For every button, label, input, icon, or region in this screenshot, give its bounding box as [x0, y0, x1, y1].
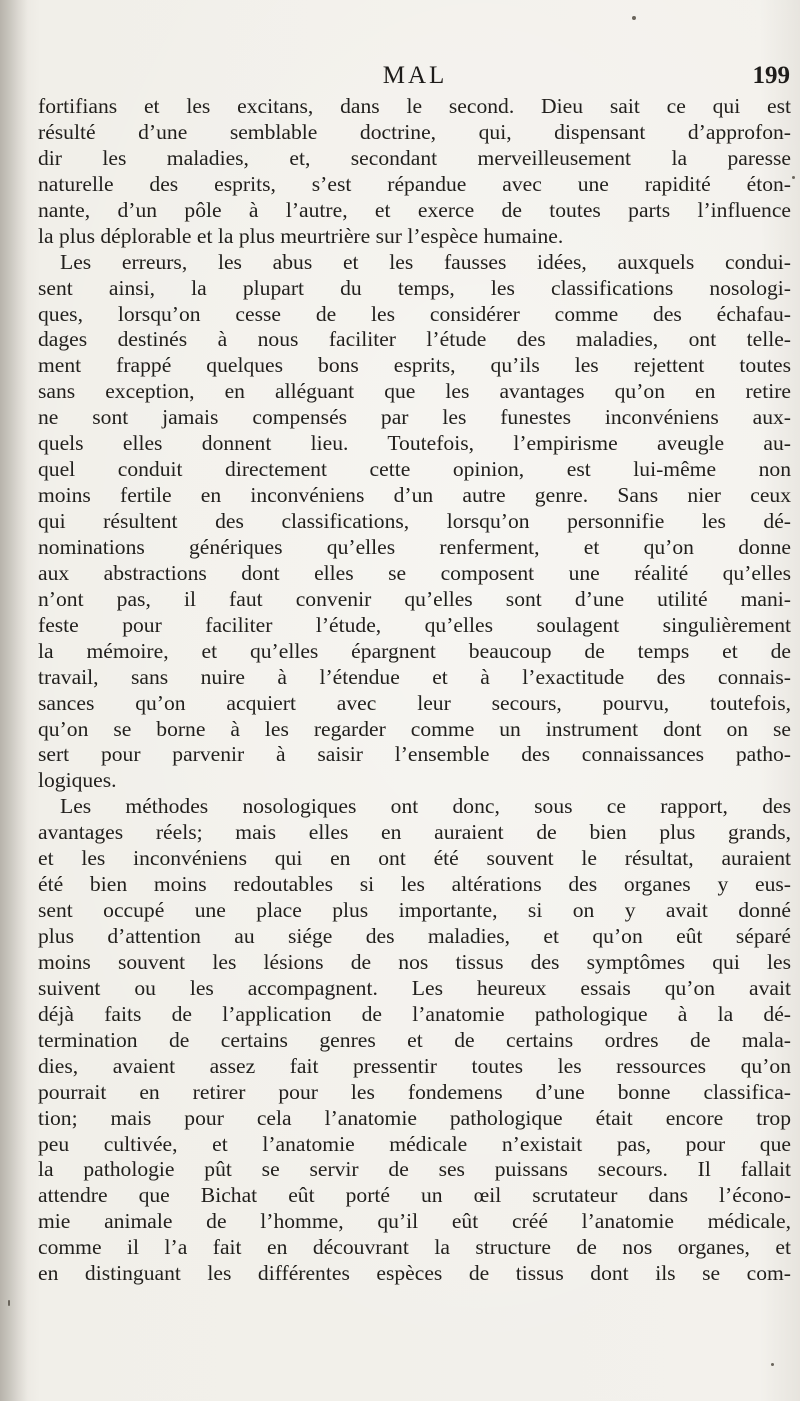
text-line: moins fertile en inconvéniens d’un autre genre. Sans nier ceux: [38, 483, 791, 508]
text-line: sent ainsi, la plupart du temps, les classifications nosologi-: [38, 275, 791, 300]
text-line: feste pour faciliter l’étude, qu’elles soulagent singulièrement: [38, 612, 791, 637]
ink-speck: [792, 176, 795, 179]
ink-speck: [771, 1363, 774, 1366]
text-line: logiques.: [38, 768, 117, 793]
paragraph: [38, 94, 791, 250]
text-line: attendre que Bichat eût porté un œil scrutateur dans l’écono-: [38, 1183, 791, 1208]
text-line: ment frappé quelques bons esprits, qu’ils les rejettent toutes: [38, 353, 791, 378]
text-line: termination de certains genres et de certains ordres de mala-: [38, 1027, 791, 1052]
text-line: la pathologie pût se servir de ses puissans secours. Il fallait: [38, 1157, 791, 1182]
text-line: aux abstractions dont elles se composent une réalité qu’elles: [38, 560, 791, 585]
text-line: quels elles donnent lieu. Toutefois, l’empirisme aveugle au-: [38, 431, 791, 456]
text-line: sances qu’on acquiert avec leur secours, pourvu, toutefois,: [38, 690, 791, 715]
text-line: dages destinés à nous faciliter l’étude des maladies, ont telle-: [38, 327, 791, 352]
text-line: sert pour parvenir à saisir l’ensemble des connaissances patho-: [38, 742, 791, 767]
page-gutter-shadow: [0, 0, 28, 1401]
text-line: mie animale de l’homme, qu’il eût créé l’anatomie médicale,: [38, 1209, 791, 1234]
text-line: suivent ou les accompagnent. Les heureux essais qu’on avait: [38, 975, 791, 1000]
text-line: été bien moins redoutables si les altérations des organes y eus-: [38, 872, 791, 897]
text-line: ne sont jamais compensés par les funestes inconvéniens aux-: [38, 405, 791, 430]
text-line: ques, lorsqu’on cesse de les considérer comme des échafau-: [38, 301, 791, 326]
text-line: quel conduit directement cette opinion, est lui-même non: [38, 457, 791, 482]
text-line: dir les maladies, et, secondant merveilleusement la paresse: [38, 145, 791, 170]
text-line: la mémoire, et qu’elles épargnent beaucoup de temps et de: [38, 638, 791, 663]
text-line: en distinguant les différentes espèces de tissus dont ils se com-: [38, 1261, 791, 1286]
text-line: moins souvent les lésions de nos tissus des symptômes qui les: [38, 949, 791, 974]
text-line: qu’on se borne à les regarder comme un instrument dont on se: [38, 716, 791, 741]
page-number: 199: [752, 62, 790, 89]
text-line: la plus déplorable et la plus meurtrière sur l’espèce humaine.: [38, 223, 564, 248]
text-line: Les erreurs, les abus et les fausses idées, auxquels condui-: [60, 249, 791, 274]
text-line: résulté d’une semblable doctrine, qui, dispensant d’approfon-: [38, 119, 791, 144]
text-line: sent occupé une place plus importante, si on y avait donné: [38, 898, 791, 923]
text-line: fortifians et les excitans, dans le second. Dieu sait ce qui est: [38, 94, 791, 118]
text-line: et les inconvéniens qui en ont été souvent le résultat, auraient: [38, 846, 791, 871]
text-line: avantages réels; mais elles en auraient de bien plus grands,: [38, 820, 791, 845]
text-line: pourrait en retirer pour les fondemens d’une bonne classifica-: [38, 1079, 791, 1104]
text-line: tion; mais pour cela l’anatomie pathologique était encore trop: [38, 1105, 791, 1130]
text-line: travail, sans nuire à l’étendue et à l’exactitude des connais-: [38, 664, 791, 689]
text-line: dies, avaient assez fait pressentir toutes les ressources qu’on: [38, 1053, 791, 1078]
text-line: n’ont pas, il faut convenir qu’elles sont d’une utilité mani-: [38, 586, 791, 611]
paragraph: [38, 794, 791, 1287]
page-header: [40, 62, 790, 96]
page-body-text: [38, 94, 791, 1287]
text-line: nante, d’un pôle à l’autre, et exerce de toutes parts l’influence: [38, 197, 791, 222]
ink-speck: [632, 16, 636, 20]
text-line: nominations génériques qu’elles renferment, et qu’on donne: [38, 534, 791, 559]
text-line: Les méthodes nosologiques ont donc, sous ce rapport, des: [60, 794, 791, 819]
text-line: déjà faits de l’application de l’anatomie pathologique à la dé-: [38, 1001, 791, 1026]
text-line: naturelle des esprits, s’est répandue avec une rapidité éton-: [38, 171, 791, 196]
paragraph: [38, 250, 791, 795]
ink-speck: [8, 1300, 10, 1306]
running-head: MAL: [382, 62, 448, 89]
text-line: comme il l’a fait en découvrant la structure de nos organes, et: [38, 1235, 791, 1260]
text-line: peu cultivée, et l’anatomie médicale n’existait pas, pour que: [38, 1131, 791, 1156]
text-line: plus d’attention au siége des maladies, et qu’on eût séparé: [38, 924, 791, 948]
text-line: qui résultent des classifications, lorsqu’on personnifie les dé-: [38, 509, 791, 533]
text-line: sans exception, en alléguant que les avantages qu’on en retire: [38, 379, 791, 404]
